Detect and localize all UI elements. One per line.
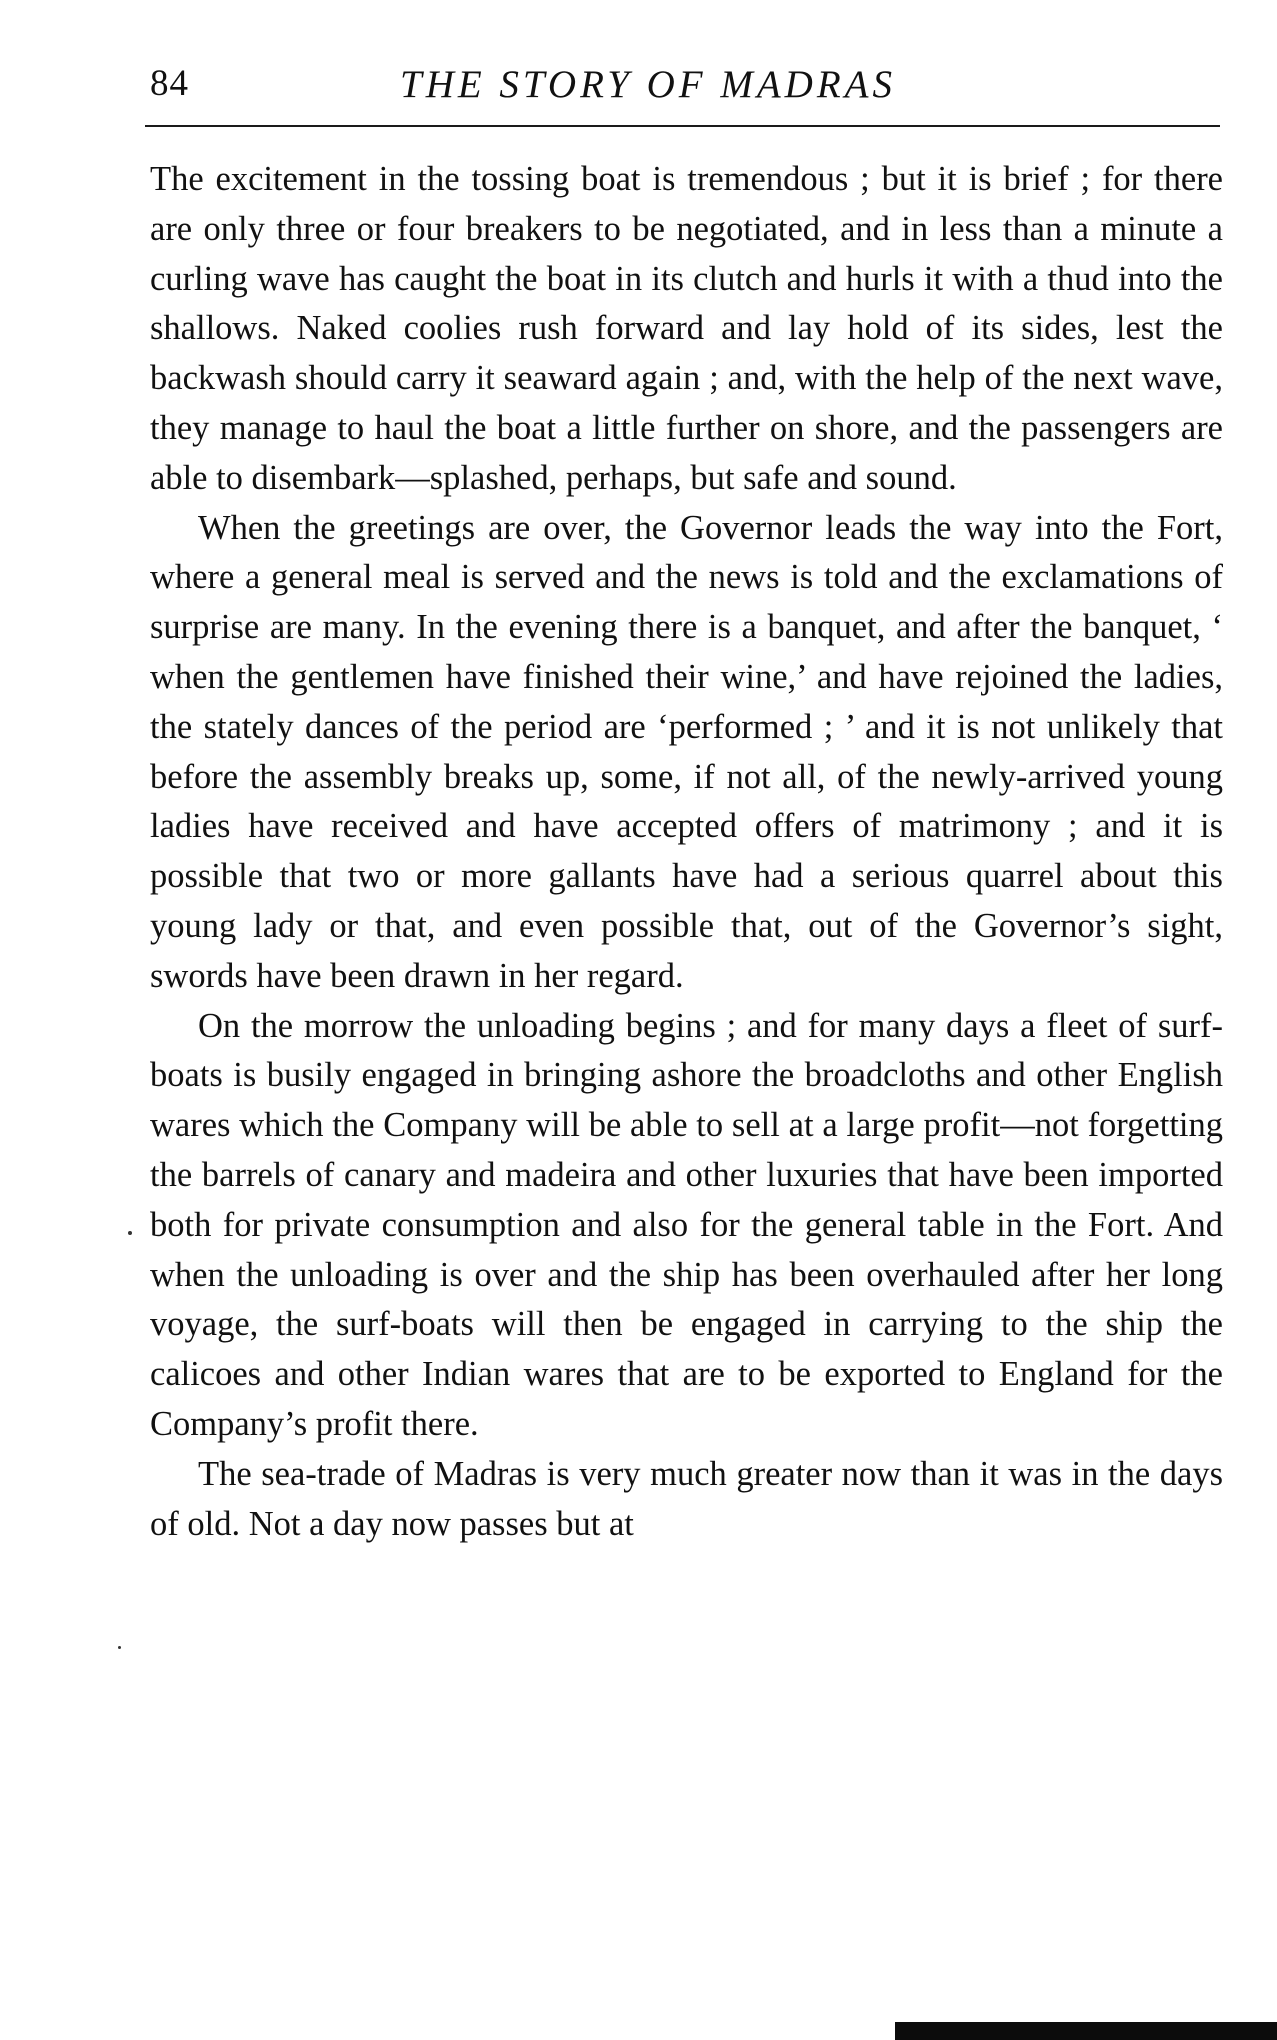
page-number: 84: [150, 63, 189, 104]
margin-speck: [128, 1231, 132, 1235]
paragraph-3: On the morrow the unloading begins ; and for many days a fleet of surf-boats is busily engaged in bringing ashore the broadcloths and other English wares which the Company will be able to sell at a large profit—not forgetting the barrels of canary and madeira and other luxuries that have been imported both for private consumption and also for the general table in the Fort. And when the unloading is over and the ship has been overhauled after her long voyage, the surf-boats will then be engaged in carrying to the ship the calicoes and other Indian wares that are to be exported to England for the Company’s profit there.: [150, 1006, 1223, 1443]
header-rule: [145, 125, 1220, 127]
paragraph-1: The excitement in the tossing boat is tremendous ; but it is brief ; for there are only three or four breakers to be negotiated, and in less than a minute a curling wave has caught the boat in its clutch and hurls it with a thud into the shallows. Naked coolies rush forward and lay hold of its sides, lest the backwash should carry it seaward again ; and, with the help of the next wave, they manage to haul the boat a little further on shore, and the passengers are able to disembark—splashed, perhaps, but safe and sound.: [150, 160, 1223, 497]
page-header: [150, 62, 1220, 112]
running-title: THE STORY OF MADRAS: [400, 63, 896, 106]
scan-artifact-bar: [895, 2022, 1277, 2040]
paragraph-4: The sea-trade of Madras is very much greater now than it was in the days of old. Not a day now passes but at: [150, 1454, 1223, 1543]
body-text: [150, 155, 1223, 1549]
margin-speck: [118, 1646, 121, 1649]
paragraph-2: When the greetings are over, the Governor leads the way into the Fort, where a general meal is served and the news is told and the exclamations of surprise are many. In the evening there is a banquet, and after the banquet, ‘ when the gentlemen have finished their wine,’ and have rejoined the ladies, the stately dances of the period are ‘performed ; ’ and it is not unlikely that before the assembly breaks up, some, if not all, of the newly-arrived young ladies have received and have accepted offers of matrimony ; and it is possible that two or more gallants have had a serious quarrel about this young lady or that, and even possible that, out of the Governor’s sight, swords have been drawn in her regard.: [150, 508, 1223, 995]
